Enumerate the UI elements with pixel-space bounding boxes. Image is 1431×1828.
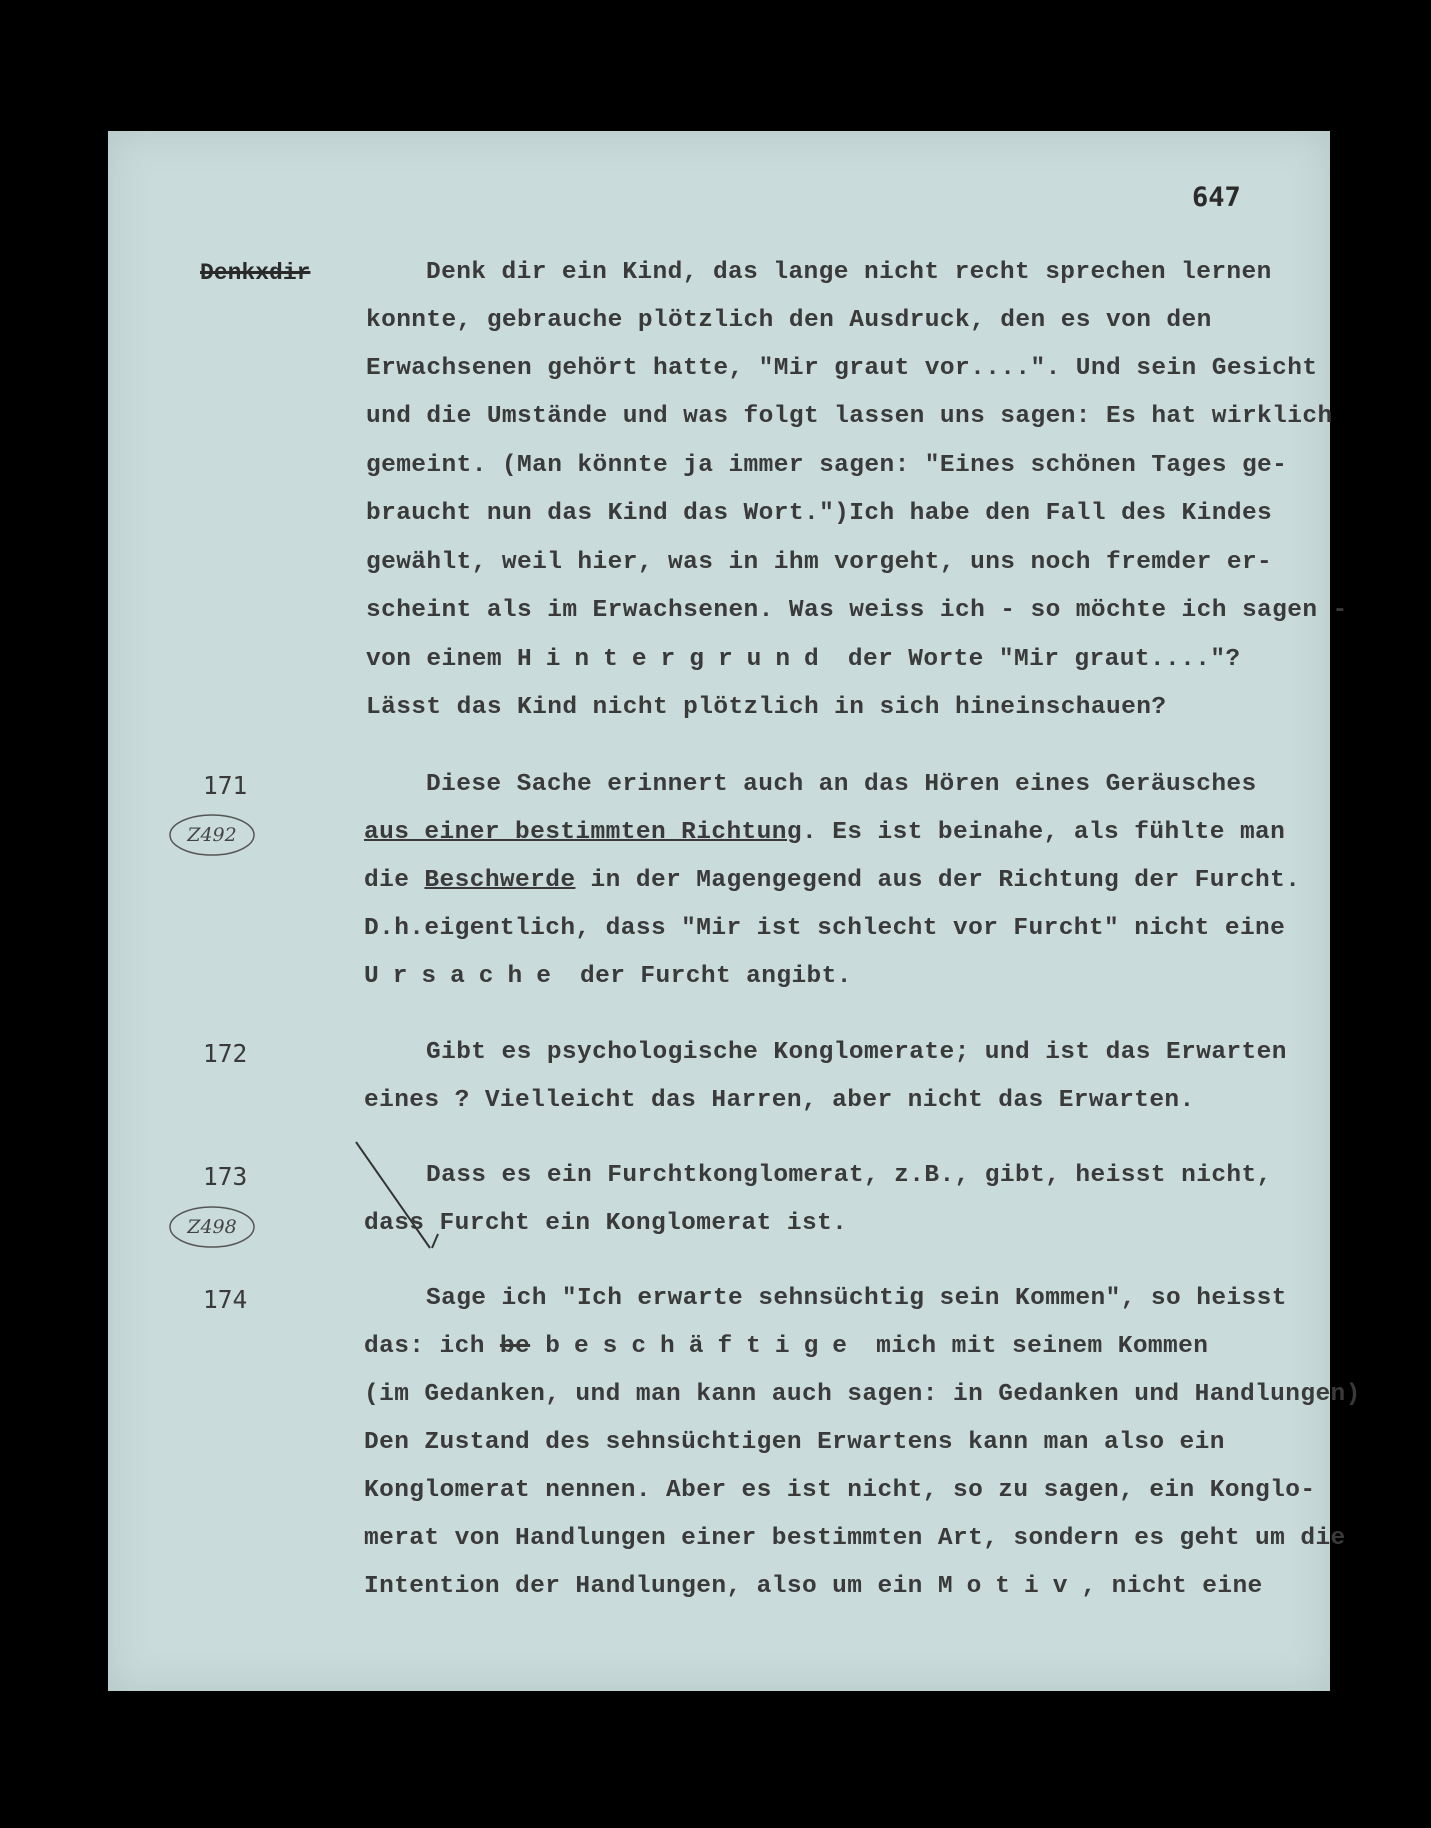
text-line: Sage ich "Ich erwarte sehnsüchtig sein Kommen", so heisst bbox=[426, 1285, 1287, 1312]
text-line: Diese Sache erinnert auch an das Hören eines Geräusches bbox=[426, 771, 1257, 798]
spaced-word: Ursache bbox=[364, 963, 565, 990]
underlined-phrase: aus einer bestimmten Richtung bbox=[364, 819, 802, 846]
spaced-word: Hintergrund bbox=[517, 646, 833, 673]
text-line: und die Umstände und was folgt lassen uns sagen: Es hat wirklich bbox=[366, 403, 1333, 430]
spaced-word: Motiv bbox=[937, 1573, 1082, 1600]
text-span: . Es ist beinahe, als fühlte man bbox=[801, 819, 1286, 846]
annotation-text: Z492 bbox=[187, 824, 237, 846]
text-span: der Furcht angibt. bbox=[564, 963, 852, 990]
text-line: (im Gedanken, und man kann auch sagen: in Gedanken und Handlungen) bbox=[364, 1381, 1361, 1408]
text-line: Konglomerat nennen. Aber es ist nicht, so zu sagen, ein Konglo- bbox=[364, 1477, 1316, 1504]
text-span: in der Magengegend aus der Richtung der Furcht. bbox=[575, 867, 1301, 894]
text-line: merat von Handlungen einer bestimmten Art, sondern es geht um die bbox=[364, 1525, 1346, 1552]
text-line: gemeint. (Man könnte ja immer sagen: "Eines schönen Tages ge- bbox=[366, 452, 1288, 479]
text-line: Gibt es psychologische Konglomerate; und ist das Erwarten bbox=[426, 1039, 1287, 1066]
annotation-text: Z498 bbox=[187, 1216, 237, 1238]
text-line: dass Furcht ein Konglomerat ist. bbox=[364, 1210, 848, 1237]
text-span: der Worte "Mir graut...."? bbox=[832, 646, 1241, 673]
struck-word: be bbox=[499, 1333, 531, 1360]
text-line bbox=[364, 867, 1300, 894]
pencil-insertion-mark-icon bbox=[350, 1138, 440, 1258]
text-line: Erwachsenen gehört hatte, "Mir graut vor....". Und sein Gesicht bbox=[366, 355, 1318, 382]
text-line: konnte, gebrauche plötzlich den Ausdruck, den es von den bbox=[366, 307, 1212, 334]
text-span: , nicht eine bbox=[1081, 1573, 1263, 1600]
text-line: Lässt das Kind nicht plötzlich in sich hineinschauen? bbox=[366, 694, 1167, 721]
spaced-word: beschäftige bbox=[545, 1333, 861, 1360]
section-number: 172 bbox=[203, 1039, 248, 1068]
struck-margin-word: Denkxdir bbox=[200, 260, 311, 286]
text-line bbox=[364, 963, 852, 990]
text-span: von einem bbox=[366, 646, 518, 673]
text-line bbox=[364, 819, 1285, 846]
section-number: 171 bbox=[203, 771, 248, 800]
text-line bbox=[364, 1573, 1263, 1600]
text-span: Intention der Handlungen, also um ein bbox=[364, 1573, 938, 1600]
text-span: die bbox=[364, 867, 425, 894]
text-line: braucht nun das Kind das Wort.")Ich habe den Fall des Kindes bbox=[366, 500, 1273, 527]
page-number: 647 bbox=[1192, 182, 1241, 213]
text-line bbox=[366, 646, 1241, 673]
text-line: Den Zustand des sehnsüchtigen Erwartens kann man also ein bbox=[364, 1429, 1225, 1456]
text-line: gewählt, weil hier, was in ihm vorgeht, uns noch fremder er- bbox=[366, 549, 1273, 576]
underlined-word: Beschwerde bbox=[424, 867, 576, 894]
text-span bbox=[530, 1333, 545, 1360]
text-line: scheint als im Erwachsenen. Was weiss ich - so möchte ich sagen - bbox=[366, 597, 1348, 624]
text-line: Denk dir ein Kind, das lange nicht recht sprechen lernen bbox=[426, 259, 1272, 286]
text-span: das: ich bbox=[364, 1333, 500, 1360]
text-line bbox=[364, 1333, 1208, 1360]
text-line: D.h.eigentlich, dass "Mir ist schlecht vor Furcht" nicht eine bbox=[364, 915, 1286, 942]
section-number: 174 bbox=[203, 1285, 248, 1314]
text-line: Dass es ein Furchtkonglomerat, z.B., gibt, heisst nicht, bbox=[426, 1162, 1272, 1189]
section-number: 173 bbox=[203, 1162, 248, 1191]
handwritten-annotation-z492 bbox=[166, 811, 258, 859]
handwritten-annotation-z498 bbox=[166, 1203, 258, 1251]
text-span: mich mit seinem Kommen bbox=[860, 1333, 1209, 1360]
text-line: eines ? Vielleicht das Harren, aber nicht das Erwarten. bbox=[364, 1087, 1195, 1114]
